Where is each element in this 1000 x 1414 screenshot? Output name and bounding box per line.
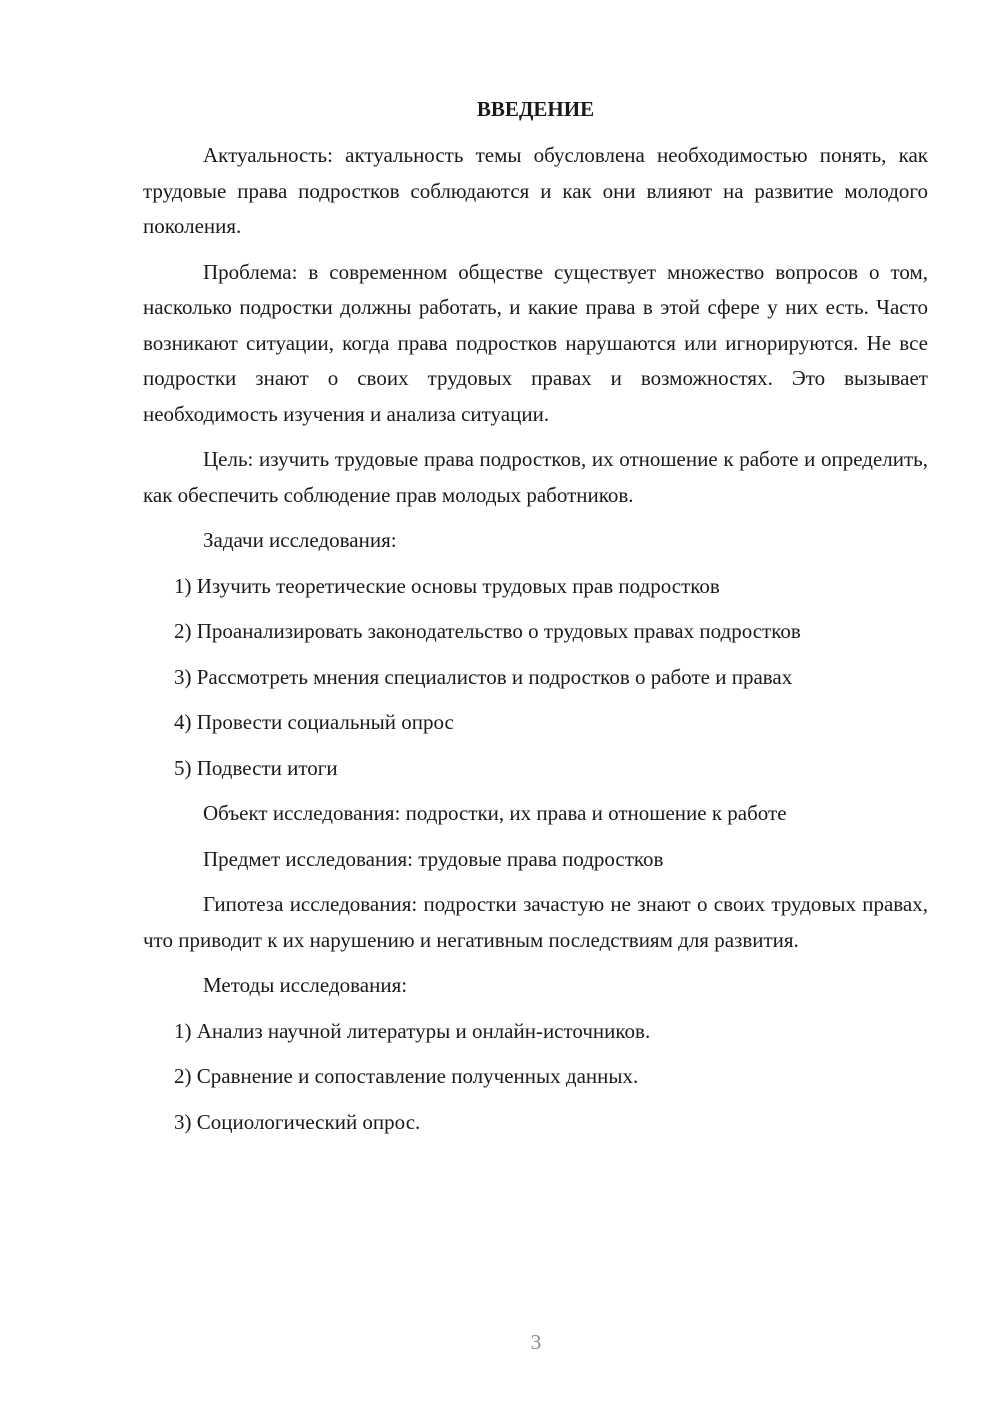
- tasks-heading: Задачи исследования:: [203, 528, 397, 552]
- task-item: 1) Изучить теоретические основы трудовых прав подростков: [174, 573, 720, 598]
- hypothesis-paragraph: Гипотеза исследования: подростки зачастую не знают о своих трудовых правах, что приводит к их нарушению и негативным последствиям для развития.: [143, 892, 928, 952]
- goal-paragraph: Цель: изучить трудовые права подростков, их отношение к работе и определить, как обеспечить соблюдение прав молодых работников.: [143, 447, 928, 507]
- task-item: 2) Проанализировать законодательство о трудовых правах подростков: [174, 619, 801, 643]
- method-item: 1) Анализ научной литературы и онлайн-источников.: [174, 1018, 651, 1043]
- page-number: 3: [530, 1330, 542, 1354]
- task-item: 5) Подвести итоги: [174, 755, 338, 780]
- method-item: 3) Социологический опрос.: [174, 1109, 421, 1134]
- object-paragraph: Объект исследования: подростки, их права и отношение к работе: [203, 801, 787, 825]
- subject-paragraph: Предмет исследования: трудовые права подростков: [203, 846, 664, 871]
- methods-heading: Методы исследования:: [203, 973, 408, 997]
- task-item: 3) Рассмотреть мнения специалистов и подростков о работе и правах: [174, 664, 793, 689]
- task-item: 4) Провести социальный опрос: [174, 710, 454, 734]
- document-body: [143, 92, 928, 1150]
- document-title: ВВЕДЕНИЕ: [476, 97, 595, 121]
- method-item: 2) Сравнение и сопоставление полученных данных.: [174, 1064, 639, 1088]
- relevance-paragraph: Актуальность: актуальность темы обусловлена необходимостью понять, как трудовые права подростков соблюдаются и как они влияют на развитие молодого поколения.: [143, 143, 928, 238]
- problem-paragraph: Проблема: в современном обществе существует множество вопросов о том, насколько подростки должны работать, и какие права в этой сфере у них есть. Часто возникают ситуации, когда права подростков нарушаются или игнорируются. Не все подростки знают о своих трудовых правах и возможностях. Это вызывает необходимость изучения и анализа ситуации.: [143, 259, 928, 426]
